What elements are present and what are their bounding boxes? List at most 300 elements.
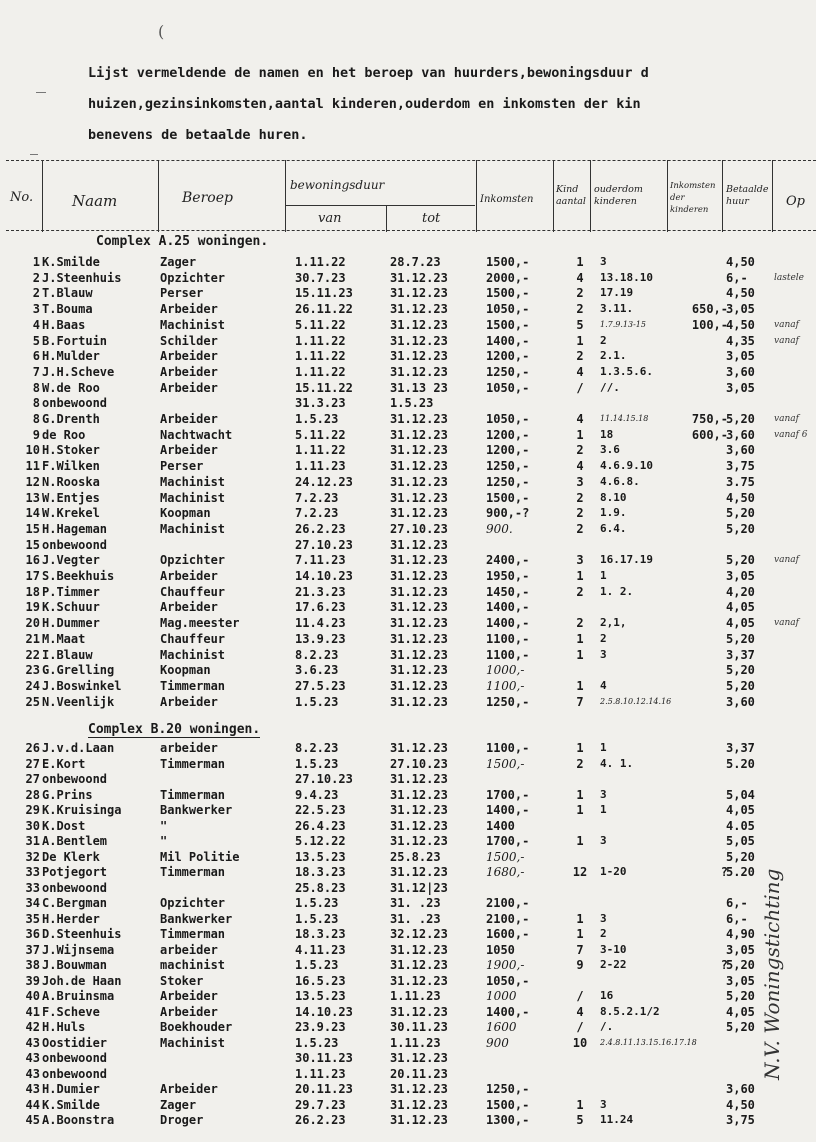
cell-ink: 1600: [486, 1020, 517, 1034]
cell-ink: 2100,-: [486, 911, 530, 926]
cell-oud: 1: [600, 741, 607, 754]
cell-van: 1.5.23: [295, 958, 339, 972]
table-row: [0, 757, 816, 771]
table-row: [0, 679, 816, 693]
cell-tot: 31.12.23: [390, 818, 448, 833]
cell-tot: 31.12.23: [390, 787, 448, 802]
cell-ink: 1500,-: [486, 317, 530, 332]
cell-van: 26.11.22: [295, 302, 353, 317]
cell-tot: 32.12.23: [390, 927, 448, 941]
cell-huur: 3,60: [726, 364, 755, 379]
cell-tot: 20.11.23: [390, 1066, 448, 1081]
intro-line-3: benevens de betaalde huren.: [88, 127, 308, 143]
cell-tot: 31.12.23: [390, 1082, 448, 1096]
cell-van: 1.5.23: [295, 694, 339, 709]
cell-van: 1.11.22: [295, 349, 346, 364]
cell-van: 1.11.23: [295, 459, 346, 474]
table-row: [0, 1051, 816, 1065]
cell-nr: 26: [25, 741, 40, 755]
cell-ink: 1700,-: [486, 787, 530, 802]
cell-naam: onbewoond: [42, 772, 108, 786]
cell-beroep: Timmerman: [160, 678, 226, 693]
cell-beroep: Machinist: [160, 490, 226, 505]
cell-oud: 3.6: [600, 443, 620, 457]
table-row: [0, 491, 816, 505]
cell-naam: K.Kruisinga: [42, 803, 122, 817]
cell-nr: 36: [25, 927, 40, 941]
cell-huur: 4,05: [726, 1004, 755, 1019]
cell-naam: Joh.de Haan: [42, 973, 122, 988]
cell-oud: 2,1,: [600, 616, 627, 630]
cell-huur: 3,60: [726, 427, 755, 442]
cell-nr: 32: [25, 849, 40, 864]
cell-kind: 4: [576, 270, 584, 285]
cell-beroep: Machinist: [160, 647, 226, 662]
cell-nr: 31: [25, 834, 40, 848]
header-huur: Betaalde huur: [726, 184, 769, 207]
cell-naam: A.Bruinsma: [42, 989, 115, 1003]
header-inkomsten-kinderen: Inkomsten der kinderen: [670, 181, 716, 215]
cell-kind: 4: [576, 412, 584, 426]
cell-oud: 4.6.8.: [600, 474, 640, 488]
table-row: [0, 616, 816, 630]
cell-beroep: Koopman: [160, 663, 211, 678]
cell-naam: onbewoond: [42, 537, 108, 552]
cell-nr: 13: [25, 490, 40, 505]
cell-nr: 37: [25, 942, 40, 957]
cell-tot: 27.10.23: [390, 521, 448, 536]
cell-ink: 1200,-: [486, 443, 530, 458]
header-naam: Naam: [72, 192, 118, 210]
cell-huur: 5.20: [726, 756, 755, 771]
cell-tot: 31.12.23: [390, 1004, 448, 1019]
cell-nr: 2: [32, 270, 40, 285]
cell-beroep: Arbeider: [160, 412, 218, 426]
cell-tot: 27.10.23: [390, 756, 448, 771]
header-nr: No.: [10, 190, 34, 205]
table-row: [0, 695, 816, 709]
cell-nr: 24: [25, 678, 40, 693]
cell-huur: 4,05: [726, 616, 755, 631]
cell-naam: T.Bouma: [42, 302, 93, 317]
cell-beroep: Opzichter: [160, 553, 226, 568]
cell-van: 14.10.23: [295, 569, 353, 583]
cell-van: 22.5.23: [295, 803, 346, 817]
table-row: [0, 538, 816, 552]
cell-ink: 1500,-: [486, 756, 525, 771]
header-divider: [285, 160, 286, 232]
cell-oud: 3: [600, 255, 607, 268]
cell-oud: 3: [600, 834, 607, 847]
intro-line-2: huizen,gezinsinkomsten,aantal kinderen,ouderdom en inkomsten der kin: [88, 96, 641, 112]
cell-ink: 1100,-: [486, 678, 525, 693]
cell-huur: 3,37: [726, 647, 755, 662]
cell-nr: 10: [25, 443, 40, 458]
cell-tot: 31.12.23: [390, 270, 448, 285]
cell-kind: 3: [576, 553, 584, 568]
cell-huur: 5,20: [726, 553, 755, 568]
cell-van: 1.11.22: [295, 333, 346, 348]
header-bottom-rule: [6, 230, 816, 231]
cell-huur: 6,-: [726, 911, 748, 926]
table-row: [0, 865, 816, 879]
cell-tot: 31.12.23: [390, 600, 448, 615]
table-row: [0, 1036, 816, 1050]
cell-beroep: ": [160, 818, 168, 833]
cell-beroep: Machinist: [160, 521, 226, 536]
cell-beroep: Mag.meester: [160, 616, 240, 631]
cell-oud: 11.24: [600, 1113, 634, 1126]
cell-oud: 8.10: [600, 490, 627, 504]
table-row: [0, 881, 816, 895]
cell-huur: 3.75: [726, 474, 755, 489]
cell-naam: H.Dumier: [42, 1082, 100, 1096]
header-divider: [158, 160, 159, 232]
cell-ink: 1000: [486, 989, 517, 1003]
cell-huur: 5,20: [726, 1020, 755, 1034]
cell-ink: 1500,-: [486, 255, 530, 269]
cell-ink: 1600,-: [486, 927, 530, 941]
cell-oud: 2.1.: [600, 349, 627, 363]
cell-oud: 3.11.: [600, 302, 634, 316]
cell-van: 26.4.23: [295, 818, 346, 833]
cell-tot: 31.12.23: [390, 678, 448, 693]
cell-ink: 2000,-: [486, 270, 530, 285]
cell-nr: 45: [25, 1113, 40, 1127]
cell-nr: 27: [25, 772, 40, 786]
cell-van: 30.7.23: [295, 270, 346, 285]
cell-tot: 30.11.23: [390, 1020, 448, 1034]
cell-naam: S.Beekhuis: [42, 569, 115, 583]
cell-naam: J.H.Scheve: [42, 364, 115, 379]
cell-naam: G.Grelling: [42, 663, 115, 678]
cell-nr: 29: [25, 803, 40, 817]
cell-beroep: Stoker: [160, 973, 204, 988]
cell-oud: 2: [600, 631, 607, 645]
cell-ink: 1400: [486, 818, 515, 833]
cell-op: lastele: [774, 272, 805, 283]
cell-naam: H.Herder: [42, 911, 100, 926]
cell-kind: 1: [576, 927, 584, 941]
cell-van: 15.11.22: [295, 380, 353, 395]
cell-oud: 16: [600, 989, 614, 1002]
cell-tot: 1.11.23: [390, 1035, 441, 1050]
cell-tot: 31.12.23: [390, 412, 448, 426]
cell-tot: 31.12.23: [390, 1113, 448, 1127]
cell-oudst: 600,-: [691, 427, 728, 442]
table-row: [0, 1082, 816, 1096]
table-row: [0, 349, 816, 363]
cell-naam: H.Mulder: [42, 349, 100, 364]
cell-nr: 20: [25, 616, 40, 631]
table-row: [0, 522, 816, 536]
cell-van: 7.11.23: [295, 553, 346, 568]
cell-kind: /: [576, 380, 584, 395]
cell-huur: 5,20: [726, 989, 755, 1003]
cell-nr: 38: [25, 958, 40, 972]
document-intro: [88, 58, 816, 151]
cell-huur: 4,50: [726, 317, 755, 332]
cell-ink: 1900,-: [486, 958, 525, 972]
cell-huur: 5,05: [726, 834, 755, 848]
cell-naam: I.Blauw: [42, 647, 93, 662]
cell-huur: 3,05: [726, 942, 755, 957]
cell-ink: 1680,-: [486, 865, 525, 879]
cell-oudst: ?: [720, 958, 728, 972]
cell-oud: 2.4.8.11.13.15.16.17.18: [600, 1037, 697, 1047]
cell-huur: 3,60: [726, 443, 755, 458]
cell-tot: 31.12.23: [390, 506, 448, 521]
section-title-a: Complex A.25 woningen.: [96, 234, 269, 249]
cell-nr: 21: [25, 631, 40, 646]
cell-ink: 1400,-: [486, 803, 530, 817]
table-row: [0, 1020, 816, 1034]
table-row: [0, 927, 816, 941]
header-divider: [386, 205, 387, 232]
cell-tot: 31. .23: [390, 896, 441, 910]
cell-kind: 7: [576, 694, 584, 709]
cell-tot: 31.12.23: [390, 1051, 448, 1065]
cell-nr: 43: [25, 1066, 40, 1081]
cell-ink: 900,-?: [486, 506, 530, 521]
cell-ink: 1250,-: [486, 364, 530, 379]
cell-kind: 2: [576, 286, 584, 301]
header-divider: [553, 160, 554, 232]
cell-ink: 2100,-: [486, 896, 530, 910]
cell-naam: E.Kort: [42, 756, 86, 771]
header-van: van: [318, 211, 342, 226]
header-divider: [722, 160, 723, 232]
table-row: [0, 459, 816, 473]
cell-beroep: Arbeider: [160, 569, 218, 583]
cell-op: vanaf: [774, 335, 799, 346]
cell-oud: 3: [600, 911, 607, 925]
cell-ink: 1050: [486, 942, 515, 957]
cell-van: 13.5.23: [295, 849, 346, 864]
cell-tot: 31.12.23: [390, 459, 448, 474]
cell-nr: 33: [25, 880, 40, 895]
cell-van: 27.5.23: [295, 678, 346, 693]
cell-beroep: Schilder: [160, 333, 218, 348]
cell-naam: K.Smilde: [42, 1097, 100, 1112]
cell-oud: 2: [600, 333, 607, 347]
cell-van: 8.2.23: [295, 647, 339, 662]
cell-huur: 5,20: [726, 663, 755, 678]
cell-tot: 31.12.23: [390, 349, 448, 364]
cell-beroep: Machinist: [160, 474, 226, 489]
cell-oud: /.: [600, 1020, 614, 1033]
cell-beroep: Opzichter: [160, 896, 226, 910]
cell-beroep: Koopman: [160, 506, 211, 521]
cell-beroep: Arbeider: [160, 302, 218, 317]
cell-kind: 5: [576, 1113, 584, 1127]
cell-naam: P.Timmer: [42, 584, 100, 599]
handwritten-signature: N.V. Woningstichting: [760, 868, 784, 1080]
cell-nr: 41: [25, 1004, 40, 1019]
table-row: [0, 475, 816, 489]
header-inkomsten: Inkomsten: [480, 194, 534, 205]
cell-ink: 1200,-: [486, 427, 530, 442]
cell-beroep: Perser: [160, 459, 204, 474]
cell-kind: 2: [576, 443, 584, 458]
cell-nr: 18: [25, 584, 40, 599]
table-row: [0, 585, 816, 599]
cell-huur: 4,50: [726, 286, 755, 301]
cell-naam: W.de Roo: [42, 380, 100, 395]
cell-ink: 1050,-: [486, 380, 530, 395]
cell-kind: 1: [576, 569, 584, 583]
cell-oudst: 750,-: [691, 412, 728, 426]
cell-ink: 1400,-: [486, 1004, 530, 1019]
cell-tot: 31.12.23: [390, 1097, 448, 1112]
margin-dash: [36, 92, 46, 93]
cell-ink: 1100,-: [486, 647, 530, 662]
cell-ink: 1500,-: [486, 490, 530, 505]
table-row: [0, 318, 816, 332]
cell-van: 13.5.23: [295, 989, 346, 1003]
cell-kind: 12: [572, 865, 588, 879]
cell-van: 16.5.23: [295, 973, 346, 988]
cell-huur: 4,05: [726, 803, 755, 817]
cell-beroep: Machinist: [160, 1035, 226, 1050]
table-row: [0, 663, 816, 677]
cell-beroep: Zager: [160, 1097, 197, 1112]
cell-beroep: Opzichter: [160, 270, 226, 285]
cell-nr: 8: [32, 412, 40, 426]
cell-kind: 4: [576, 364, 584, 379]
cell-tot: 31.12.23: [390, 302, 448, 317]
cell-op: vanaf: [774, 618, 799, 629]
cell-ink: 1950,-: [486, 569, 530, 583]
table-row: [0, 334, 816, 348]
table-row: [0, 896, 816, 910]
table-row: [0, 788, 816, 802]
header-opmerkingen: Op: [786, 194, 805, 209]
cell-tot: 31.12.23: [390, 741, 448, 755]
cell-huur: 5,20: [726, 412, 755, 426]
cell-huur: 3,05: [726, 569, 755, 583]
cell-kind: 2: [576, 584, 584, 599]
cell-van: 3.6.23: [295, 663, 339, 678]
cell-oud: 3: [600, 1097, 607, 1111]
cell-ink: 1250,-: [486, 694, 530, 709]
cell-van: 4.11.23: [295, 942, 346, 957]
cell-kind: 1: [576, 631, 584, 646]
cell-kind: 2: [576, 302, 584, 317]
cell-nr: 19: [25, 600, 40, 615]
cell-kind: /: [576, 989, 584, 1003]
header-beroep: Beroep: [182, 190, 233, 206]
cell-naam: H.Huls: [42, 1020, 86, 1034]
cell-van: 1.5.23: [295, 1035, 339, 1050]
cell-van: 26.2.23: [295, 521, 346, 536]
cell-tot: 31.12.23: [390, 694, 448, 709]
cell-beroep: Arbeider: [160, 989, 218, 1003]
cell-tot: 1.11.23: [390, 989, 441, 1003]
header-tot: tot: [422, 211, 441, 226]
margin-dash: [30, 154, 38, 155]
cell-huur: 5,20: [726, 631, 755, 646]
cell-ink: 1400,-: [486, 333, 530, 348]
cell-kind: 10: [572, 1035, 588, 1050]
table-row: [0, 850, 816, 864]
cell-nr: 39: [25, 973, 40, 988]
cell-nr: 11: [25, 459, 40, 474]
table-row: [0, 958, 816, 972]
cell-naam: H.Stoker: [42, 443, 100, 458]
cell-huur: 4,20: [726, 584, 755, 599]
cell-huur: 6,-: [726, 896, 748, 910]
cell-kind: 1: [576, 427, 584, 442]
cell-oud: 1.3.5.6.: [600, 364, 653, 378]
table-row: [0, 1113, 816, 1127]
cell-nr: 3: [32, 302, 40, 317]
cell-kind: 4: [576, 1004, 584, 1019]
table-row: [0, 1005, 816, 1019]
cell-nr: 8: [32, 396, 40, 411]
cell-beroep: Boekhouder: [160, 1020, 233, 1034]
cell-op: vanaf: [774, 414, 799, 424]
cell-kind: 1: [576, 333, 584, 348]
cell-naam: J.Bouwman: [42, 958, 108, 972]
cell-oud: 8.5.2.1/2: [600, 1004, 660, 1018]
table-row: [0, 286, 816, 300]
table-row: [0, 1067, 816, 1081]
cell-nr: 43: [25, 1051, 40, 1065]
header-divider: [772, 160, 773, 232]
cell-oud: 4. 1.: [600, 756, 634, 770]
table-row: [0, 648, 816, 662]
cell-van: 15.11.23: [295, 286, 353, 301]
cell-tot: 31.12|23: [390, 880, 448, 895]
cell-van: 1.11.23: [295, 1066, 346, 1081]
section-title-b: Complex B.20 woningen.: [88, 722, 261, 737]
cell-naam: A.Boonstra: [42, 1113, 115, 1127]
cell-naam: onbewoond: [42, 1066, 108, 1081]
cell-huur: 6,-: [726, 270, 748, 285]
header-divider: [476, 160, 477, 232]
cell-beroep: Arbeider: [160, 380, 218, 395]
cell-van: 1.11.22: [295, 364, 346, 379]
cell-ink: 1450,-: [486, 584, 530, 599]
cell-oud: 18: [600, 427, 614, 441]
cell-huur: 3,05: [726, 302, 755, 317]
cell-kind: 2: [576, 490, 584, 505]
cell-oud: 1. 2.: [600, 584, 634, 598]
table-row: [0, 302, 816, 316]
cell-kind: 1: [576, 1097, 584, 1112]
cell-ink: 1250,-: [486, 474, 530, 489]
cell-nr: 9: [32, 427, 40, 442]
cell-ink: 900: [486, 1035, 509, 1050]
cell-oud: 16.17.19: [600, 553, 653, 567]
table-row: [0, 412, 816, 426]
cell-kind: 1: [576, 678, 584, 693]
table-row: [0, 632, 816, 646]
cell-naam: H.Dummer: [42, 616, 100, 631]
table-row: [0, 912, 816, 926]
cell-van: 20.11.23: [295, 1082, 353, 1096]
cell-huur: 5,20: [726, 958, 755, 972]
cell-huur: 3,05: [726, 973, 755, 988]
cell-ink: 900.: [486, 521, 513, 536]
cell-kind: 2: [576, 521, 584, 536]
cell-naam: F.Scheve: [42, 1004, 100, 1019]
cell-nr: 28: [25, 787, 40, 802]
table-row: [0, 396, 816, 410]
cell-nr: 15: [25, 521, 40, 536]
cell-huur: 5,20: [726, 521, 755, 536]
